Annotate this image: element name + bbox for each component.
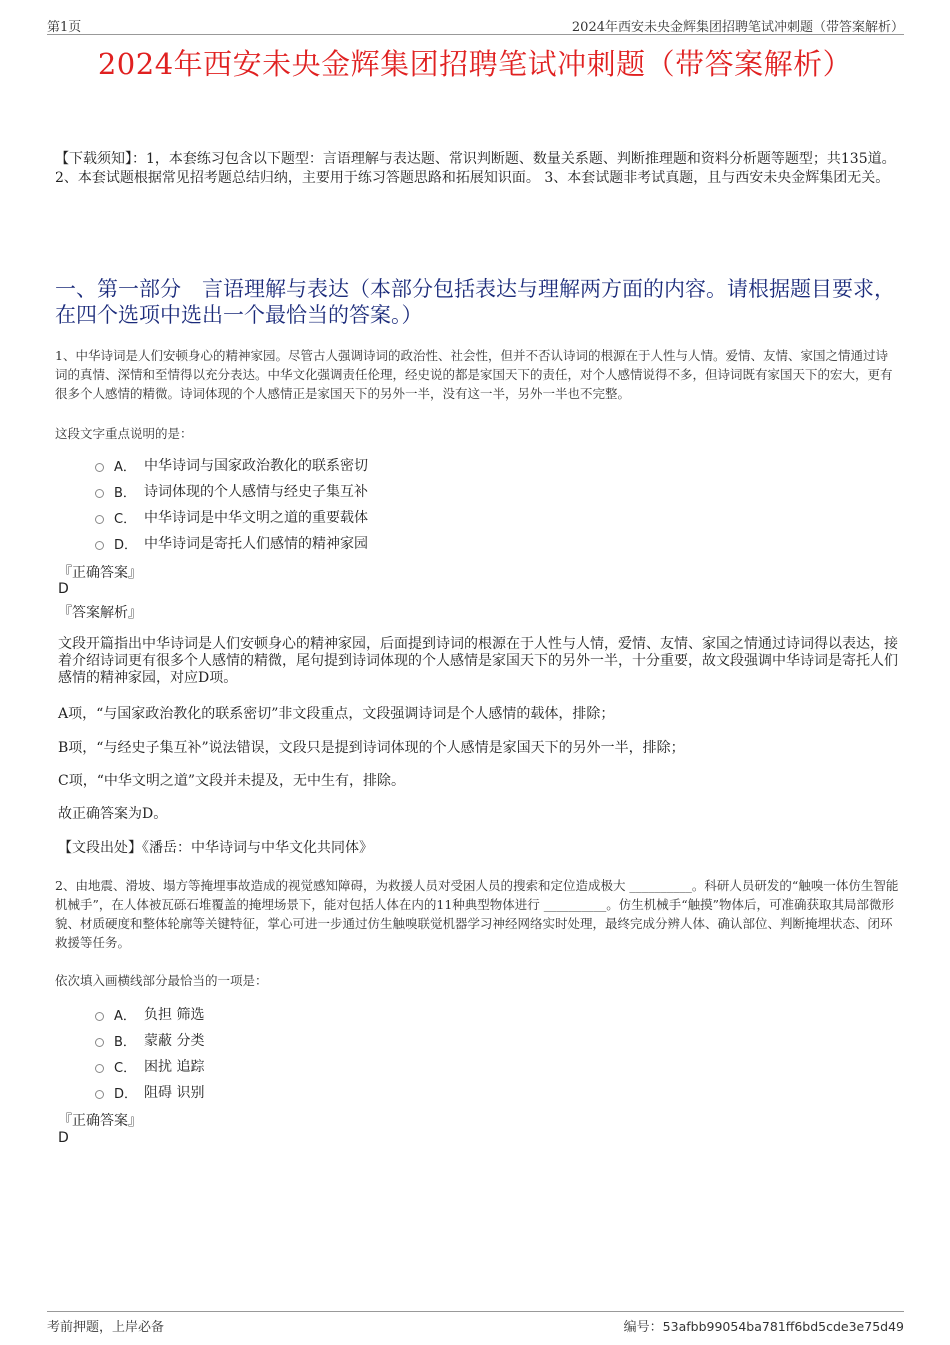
option-d[interactable] (95, 1079, 204, 1105)
radio-icon[interactable] (95, 489, 104, 498)
option-text: 诗词体现的个人感情与经史子集互补 (144, 484, 368, 500)
page-footer (47, 1311, 904, 1336)
radio-icon[interactable] (95, 1012, 104, 1021)
option-text: 蒙蔽 分类 (144, 1033, 205, 1049)
analysis-option-c: C项，“中华文明之道”文段并未提及，无中生有，排除。 (58, 773, 406, 789)
radio-icon[interactable] (95, 515, 104, 524)
question-2-prompt: 依次填入画横线部分最恰当的一项是： (55, 973, 268, 988)
option-text: 中华诗词是寄托人们感情的精神家园 (144, 536, 368, 552)
option-letter: C． (114, 1060, 137, 1076)
header-doc-name: 2024年西安未央金辉集团招聘笔试冲刺题（带答案解析） (571, 20, 904, 35)
radio-icon[interactable] (95, 1090, 104, 1099)
correct-answer-label: 『正确答案』 (58, 1113, 142, 1129)
analysis-option-b: B项，“与经史子集互补”说法错误，文段只是提到诗词体现的个人感情是家国天下的另外一半，排除； (58, 740, 685, 756)
option-letter: D． (114, 537, 138, 553)
option-letter: B． (114, 1034, 136, 1050)
footer-serial (624, 1316, 904, 1335)
analysis-paragraph: 文段开篇指出中华诗词是人们安顿身心的精神家园，后面提到诗词的根源在于人性与人情，爱情、友情、家国之情通过诗词得以表达，接着介绍诗词更有很多个人感情的精微，尾句提到诗词体现的个人感情是家国天下的另外一半，十分重要，故文段强调中华诗词是寄托人们感情的精神家园，对应D项。 (58, 636, 898, 686)
option-a[interactable] (95, 1001, 204, 1027)
analysis-source: 【文段出处】《潘岳：中华诗词与中华文化共同体》 (58, 840, 373, 856)
option-letter: C． (114, 511, 137, 527)
option-letter: D． (114, 1086, 138, 1102)
option-letter: A． (114, 1008, 136, 1024)
option-d[interactable] (95, 530, 368, 556)
option-text: 阻碍 识别 (144, 1085, 205, 1101)
analysis-option-a: A项，“与国家政治教化的联系密切”非文段重点，文段强调诗词是个人感情的载体，排除； (58, 706, 615, 722)
option-b[interactable] (95, 478, 368, 504)
radio-icon[interactable] (95, 1038, 104, 1047)
option-a[interactable] (95, 452, 368, 478)
document-title: 2024年西安未央金辉集团招聘笔试冲刺题（带答案解析） (97, 47, 853, 81)
question-2-options (95, 1001, 204, 1105)
option-text: 中华诗词与国家政治教化的联系密切 (144, 458, 368, 474)
radio-icon[interactable] (95, 1064, 104, 1073)
option-letter: B． (114, 485, 136, 501)
download-notice: 【下载须知】：1，本套练习包含以下题型：言语理解与表达题、常识判断题、数量关系题、判断推理题和资料分析题等题型；共135道。 2、本套试题根据常见招考题总结归纳，主要用于练习答题思路和拓展知识面。 3、本套试题非考试真题，且与西安未央金辉集团无关。 (55, 151, 896, 186)
option-text: 中华诗词是中华文明之道的重要载体 (144, 510, 368, 526)
question-2-text: 2、由地震、滑坡、塌方等掩埋事故造成的视觉感知障碍，为救援人员对受困人员的搜索和定位造成极大 __________。科研人员研发的“触嗅一体仿生智能机械手”，在人体被瓦砾石堆覆盖的掩埋场景下，能对包括人体在内的11种典型物体进行 __________。仿生机械手“触摸”物体后，可准确获取其局部微形貌、材质硬度和整体轮廓等关键特征，掌心可进一步通过仿生触嗅联觉机器学习神经网络实时处理，最终完成分辨人体、确认部位、判断掩埋状态、闭环救援等任务。 (55, 878, 899, 950)
option-letter: A． (114, 459, 136, 475)
serial-number: 53afbb99054ba781ff6bd5cde3e75d49 (662, 1319, 904, 1334)
page-number: 第1页 (47, 20, 82, 35)
correct-answer-label: 『正确答案』 (58, 565, 142, 581)
question-1-prompt: 这段文字重点说明的是： (55, 426, 193, 441)
option-b[interactable] (95, 1027, 204, 1053)
radio-icon[interactable] (95, 463, 104, 472)
option-c[interactable] (95, 504, 368, 530)
analysis-label: 『答案解析』 (58, 605, 142, 621)
correct-answer: D (58, 1130, 69, 1146)
correct-answer: D (58, 581, 69, 597)
serial-label: 编号： (623, 1320, 663, 1335)
option-c[interactable] (95, 1053, 204, 1079)
page-header (47, 14, 904, 35)
analysis-conclusion: 故正确答案为D。 (58, 806, 168, 822)
option-text: 负担 筛选 (144, 1007, 205, 1023)
radio-icon[interactable] (95, 541, 104, 550)
section-heading: 一、第一部分 言语理解与表达（本部分包括表达与理解两方面的内容。请根据题目要求，在四个选项中选出一个最恰当的答案。） (55, 277, 895, 327)
option-text: 困扰 追踪 (144, 1059, 205, 1075)
question-1-text: 1、中华诗词是人们安顿身心的精神家园。尽管古人强调诗词的政治性、社会性，但并不否认诗词的根源在于人性与人情。爱情、友情、家国之情通过诗词的真情、深情和至情得以充分表达。中华文化强调责任伦理，经史说的都是家国天下的责任，对个人感情说得不多，但诗词既有家国天下的宏大，更有很多个人感情的精微。诗词体现的个人感情正是家国天下的另外一半，没有这一半，另外一半也不完整。 (55, 348, 893, 401)
question-1-options (95, 452, 368, 556)
footer-slogan: 考前押题，上岸必备 (47, 1320, 165, 1335)
